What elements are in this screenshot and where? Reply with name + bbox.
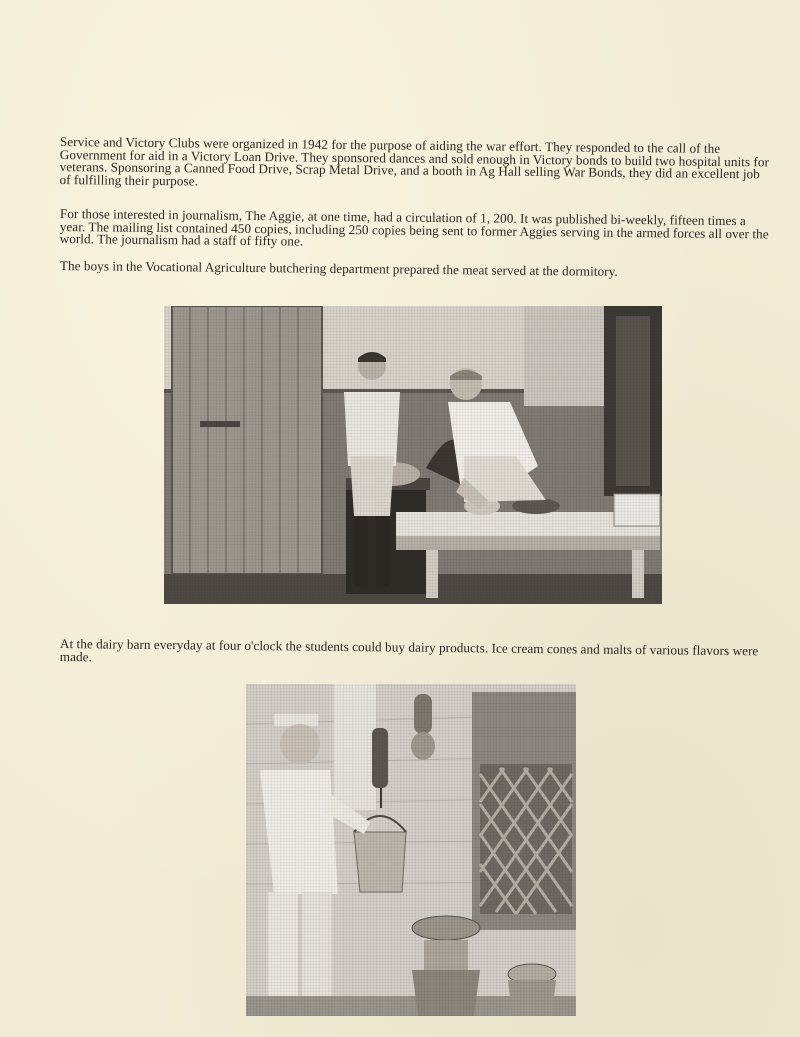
journalism-paragraph: For those interested in journalism, The Aggie, at one time, had a circulation of 1, 200. It was published bi-weekly, fifteen times a year. The mailing list contained 450 copies, including 250 copies being sent to former Aggies serving in the armed forces all over the world. The journalism had a staff of fifty one. (59, 206, 769, 249)
butchering-section (60, 260, 772, 280)
dairy-section (60, 638, 766, 670)
butchering-photo-illustration (164, 306, 662, 604)
butchering-caption: The boys in the Vocational Agriculture butchering department prepared the meat served at the dormitory. (59, 258, 618, 279)
dairy-barn-photo (246, 684, 576, 1016)
service-clubs-section (59, 136, 771, 193)
journalism-section (60, 208, 772, 253)
service-clubs-paragraph: Service and Victory Clubs were organized in 1942 for the purpose of aiding the war effort. They responded to the call of the Government for aid in a Victory Loan Drive. They sponsored dances and sold enough in Victory bonds to build two hospital units for veterans. Sponsoring a Canned Food Drive, Scrap Metal Drive, and a booth in Ag Hall selling War Bonds, they did an excellent job of fulfilling their purpose. (59, 134, 770, 188)
dairy-barn-photo-illustration (246, 684, 576, 1016)
dairy-caption: At the dairy barn everyday at four o'clock the students could buy dairy products. Ice cream cones and malts of various flavors were made. (59, 636, 759, 664)
butchering-photo (164, 306, 662, 604)
